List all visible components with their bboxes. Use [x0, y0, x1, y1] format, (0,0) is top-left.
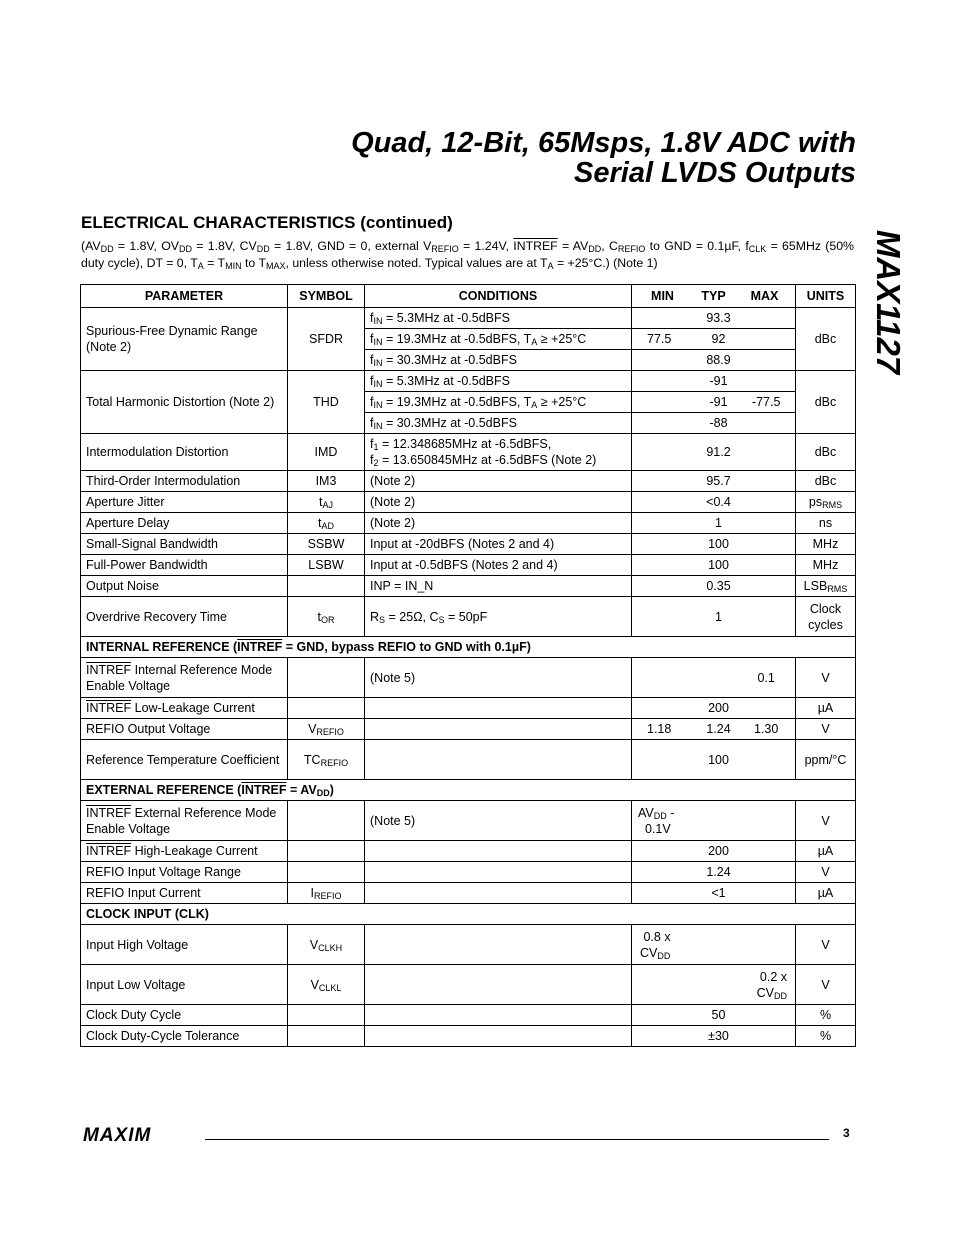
vals-sfdr-1: 93.3 — [632, 308, 796, 329]
cond-thd-3: $f_{IN} = 30.3MHz$ at -0.5dBFS — [365, 413, 632, 434]
param-ext-leak: INTREF High-Leakage Current — [81, 841, 288, 862]
table-row — [81, 308, 856, 329]
section-clock-input: CLOCK INPUT (CLK) — [81, 904, 856, 925]
symbol-taj: $t_{AJ}$ — [288, 492, 365, 513]
units-imd: dBc — [796, 434, 856, 471]
header-symbol: SYMBOL — [288, 285, 365, 308]
test-conditions: ($AV_{DD} = 1.8V$, $OV_{DD} = 1.8V$, $CV_{DD} = 1.8V$, GND = 0, external $V_{REFIO} = 1.24V$, INTREF = $AV_{DD}$, $C_{REFIO}$ to GND = 0.1µF, $f_{CLK} = 65MHz$ (50% duty cycle), DT = 0, $T_A = T_{MIN}$ to $T_{MAX}$, unless otherwise noted. Typical values are at $T_A = +25^\circ C$.) (Note 1) — [81, 239, 854, 271]
table-row — [81, 434, 856, 471]
vals-vclkh: 0.8 x $CV_{DD}$ — [632, 925, 796, 965]
symbol-sfdr: SFDR — [288, 308, 365, 371]
param-sfdr: Spurious-Free Dynamic Range (Note 2) — [81, 308, 288, 371]
symbol-vrefio: $V_{REFIO}$ — [288, 719, 365, 740]
table-row: Input High Voltage $V_{CLKH}$ 0.8 x $CV_{DD}$ V — [81, 925, 856, 965]
electrical-characteristics-table — [80, 284, 856, 1047]
header-conditions: CONDITIONS — [365, 285, 632, 308]
symbol-imd: IMD — [288, 434, 365, 471]
table-row: Small-Signal Bandwidth SSBW Input at -20dBFS (Notes 2 and 4) 100 MHz — [81, 534, 856, 555]
table-row: REFIO Input Voltage Range 1.24 V — [81, 862, 856, 883]
table-row: Input Low Voltage $V_{CLKL}$ 0.2 x $CV_{DD}$ V — [81, 965, 856, 1005]
symbol-tad: $t_{AD}$ — [288, 513, 365, 534]
units-noise: $LSB_{RMS}$ — [796, 576, 856, 597]
cond-imd: $f_1 = 12.348685MHz$ at -6.5dBFS, $f_2 = 13.650845MHz$ at -6.5dBFS (Note 2) — [365, 434, 632, 471]
header-parameter: PARAMETER — [81, 285, 288, 308]
symbol-thd: THD — [288, 371, 365, 434]
units-thd: dBc — [796, 371, 856, 434]
section-internal-reference: INTERNAL REFERENCE (INTREF = GND, bypass REFIO to GND with 0.1µF) — [81, 637, 856, 658]
table-row: REFIO Output Voltage $V_{REFIO}$ 1.18 1.24 1.30 V — [81, 719, 856, 740]
table-row: Aperture Delay $t_{AD}$ (Note 2) 1 ns — [81, 513, 856, 534]
document-title — [351, 128, 856, 188]
title-line-2: Serial LVDS Outputs — [574, 157, 856, 189]
side-part-number: MAX1127 — [870, 229, 907, 375]
table-row: Third-Order Intermodulation IM3 (Note 2) 95.7 dBc — [81, 471, 856, 492]
table-row: Clock Duty-Cycle Tolerance ±30 % — [81, 1026, 856, 1047]
table-row: INTREF Low-Leakage Current 200 µA — [81, 698, 856, 719]
vals-sfdr-2: 77.5 92 — [632, 329, 796, 350]
symbol-tcrefio: $TC_{REFIO}$ — [288, 740, 365, 780]
units-taj: $ps_{RMS}$ — [796, 492, 856, 513]
symbol-irefio: $I_{REFIO}$ — [288, 883, 365, 904]
table-row — [81, 371, 856, 392]
symbol-tor: $t_{OR}$ — [288, 597, 365, 637]
table-row: Full-Power Bandwidth LSBW Input at -0.5dBFS (Notes 2 and 4) 100 MHz — [81, 555, 856, 576]
section-row — [81, 904, 856, 925]
param-imd: Intermodulation Distortion — [81, 434, 288, 471]
cond-sfdr-3: $f_{IN} = 30.3MHz$ at -0.5dBFS — [365, 350, 632, 371]
page-number: 3 — [843, 1126, 850, 1140]
section-external-reference: EXTERNAL REFERENCE (INTREF = $AV_{DD}$) — [81, 780, 856, 801]
section-heading: ELECTRICAL CHARACTERISTICS (continued) — [81, 213, 453, 232]
vals-ext-en: $AV_{DD}$ - 0.1V — [632, 801, 796, 841]
vals-sfdr-3: 88.9 — [632, 350, 796, 371]
svg-text:MAXIM: MAXIM — [83, 1125, 152, 1143]
footer-rule — [205, 1139, 829, 1140]
vals-thd-2: -91 -77.5 — [632, 392, 796, 413]
cond-sfdr-2: $f_{IN} = 19.3MHz$ at -0.5dBFS, $T_A \ge +25^\circ C$ — [365, 329, 632, 350]
param-int-leak: INTREF Low-Leakage Current — [81, 698, 288, 719]
table-row: Output Noise INP = IN_N 0.35 $LSB_{RMS}$ — [81, 576, 856, 597]
table-row: Reference Temperature Coefficient $TC_{REFIO}$ 100 ppm/°C — [81, 740, 856, 780]
param-int-en: INTREF Internal Reference Mode Enable Voltage — [81, 658, 288, 698]
table-row: Overdrive Recovery Time $t_{OR}$ $R_S = 25\Omega$, $C_S = 50pF$ 1 Clock cycles — [81, 597, 856, 637]
header-min-typ-max: MIN TYP MAX — [632, 285, 796, 308]
cond-sfdr-1: $f_{IN} = 5.3MHz$ at -0.5dBFS — [365, 308, 632, 329]
table-row: REFIO Input Current $I_{REFIO}$ <1 µA — [81, 883, 856, 904]
title-line-1: Quad, 12-Bit, 65Msps, 1.8V ADC with — [351, 127, 856, 159]
param-thd: Total Harmonic Distortion (Note 2) — [81, 371, 288, 434]
section-row — [81, 637, 856, 658]
cond-thd-1: $f_{IN} = 5.3MHz$ at -0.5dBFS — [365, 371, 632, 392]
table-row: Aperture Jitter $t_{AJ}$ (Note 2) <0.4 $ps_{RMS}$ — [81, 492, 856, 513]
header-units: UNITS — [796, 285, 856, 308]
cond-tor: $R_S = 25\Omega$, $C_S = 50pF$ — [365, 597, 632, 637]
table-row: INTREF High-Leakage Current 200 µA — [81, 841, 856, 862]
vals-imd: 91.2 — [632, 434, 796, 471]
table-row: INTREF External Reference Mode Enable Voltage (Note 5) $AV_{DD}$ - 0.1V V — [81, 801, 856, 841]
symbol-vclkl: $V_{CLKL}$ — [288, 965, 365, 1005]
table-row: INTREF Internal Reference Mode Enable Voltage (Note 5) 0.1 V — [81, 658, 856, 698]
table-row: Clock Duty Cycle 50 % — [81, 1005, 856, 1026]
table-header — [81, 285, 856, 308]
param-ext-en: INTREF External Reference Mode Enable Voltage — [81, 801, 288, 841]
vals-vclkl: 0.2 x $CV_{DD}$ — [632, 965, 796, 1005]
vals-thd-1: -91 — [632, 371, 796, 392]
symbol-vclkh: $V_{CLKH}$ — [288, 925, 365, 965]
units-sfdr: dBc — [796, 308, 856, 371]
maxim-logo — [83, 1125, 193, 1143]
section-row — [81, 780, 856, 801]
vals-thd-3: -88 — [632, 413, 796, 434]
cond-thd-2: $f_{IN} = 19.3MHz$ at -0.5dBFS, $T_A \ge +25^\circ C$ — [365, 392, 632, 413]
